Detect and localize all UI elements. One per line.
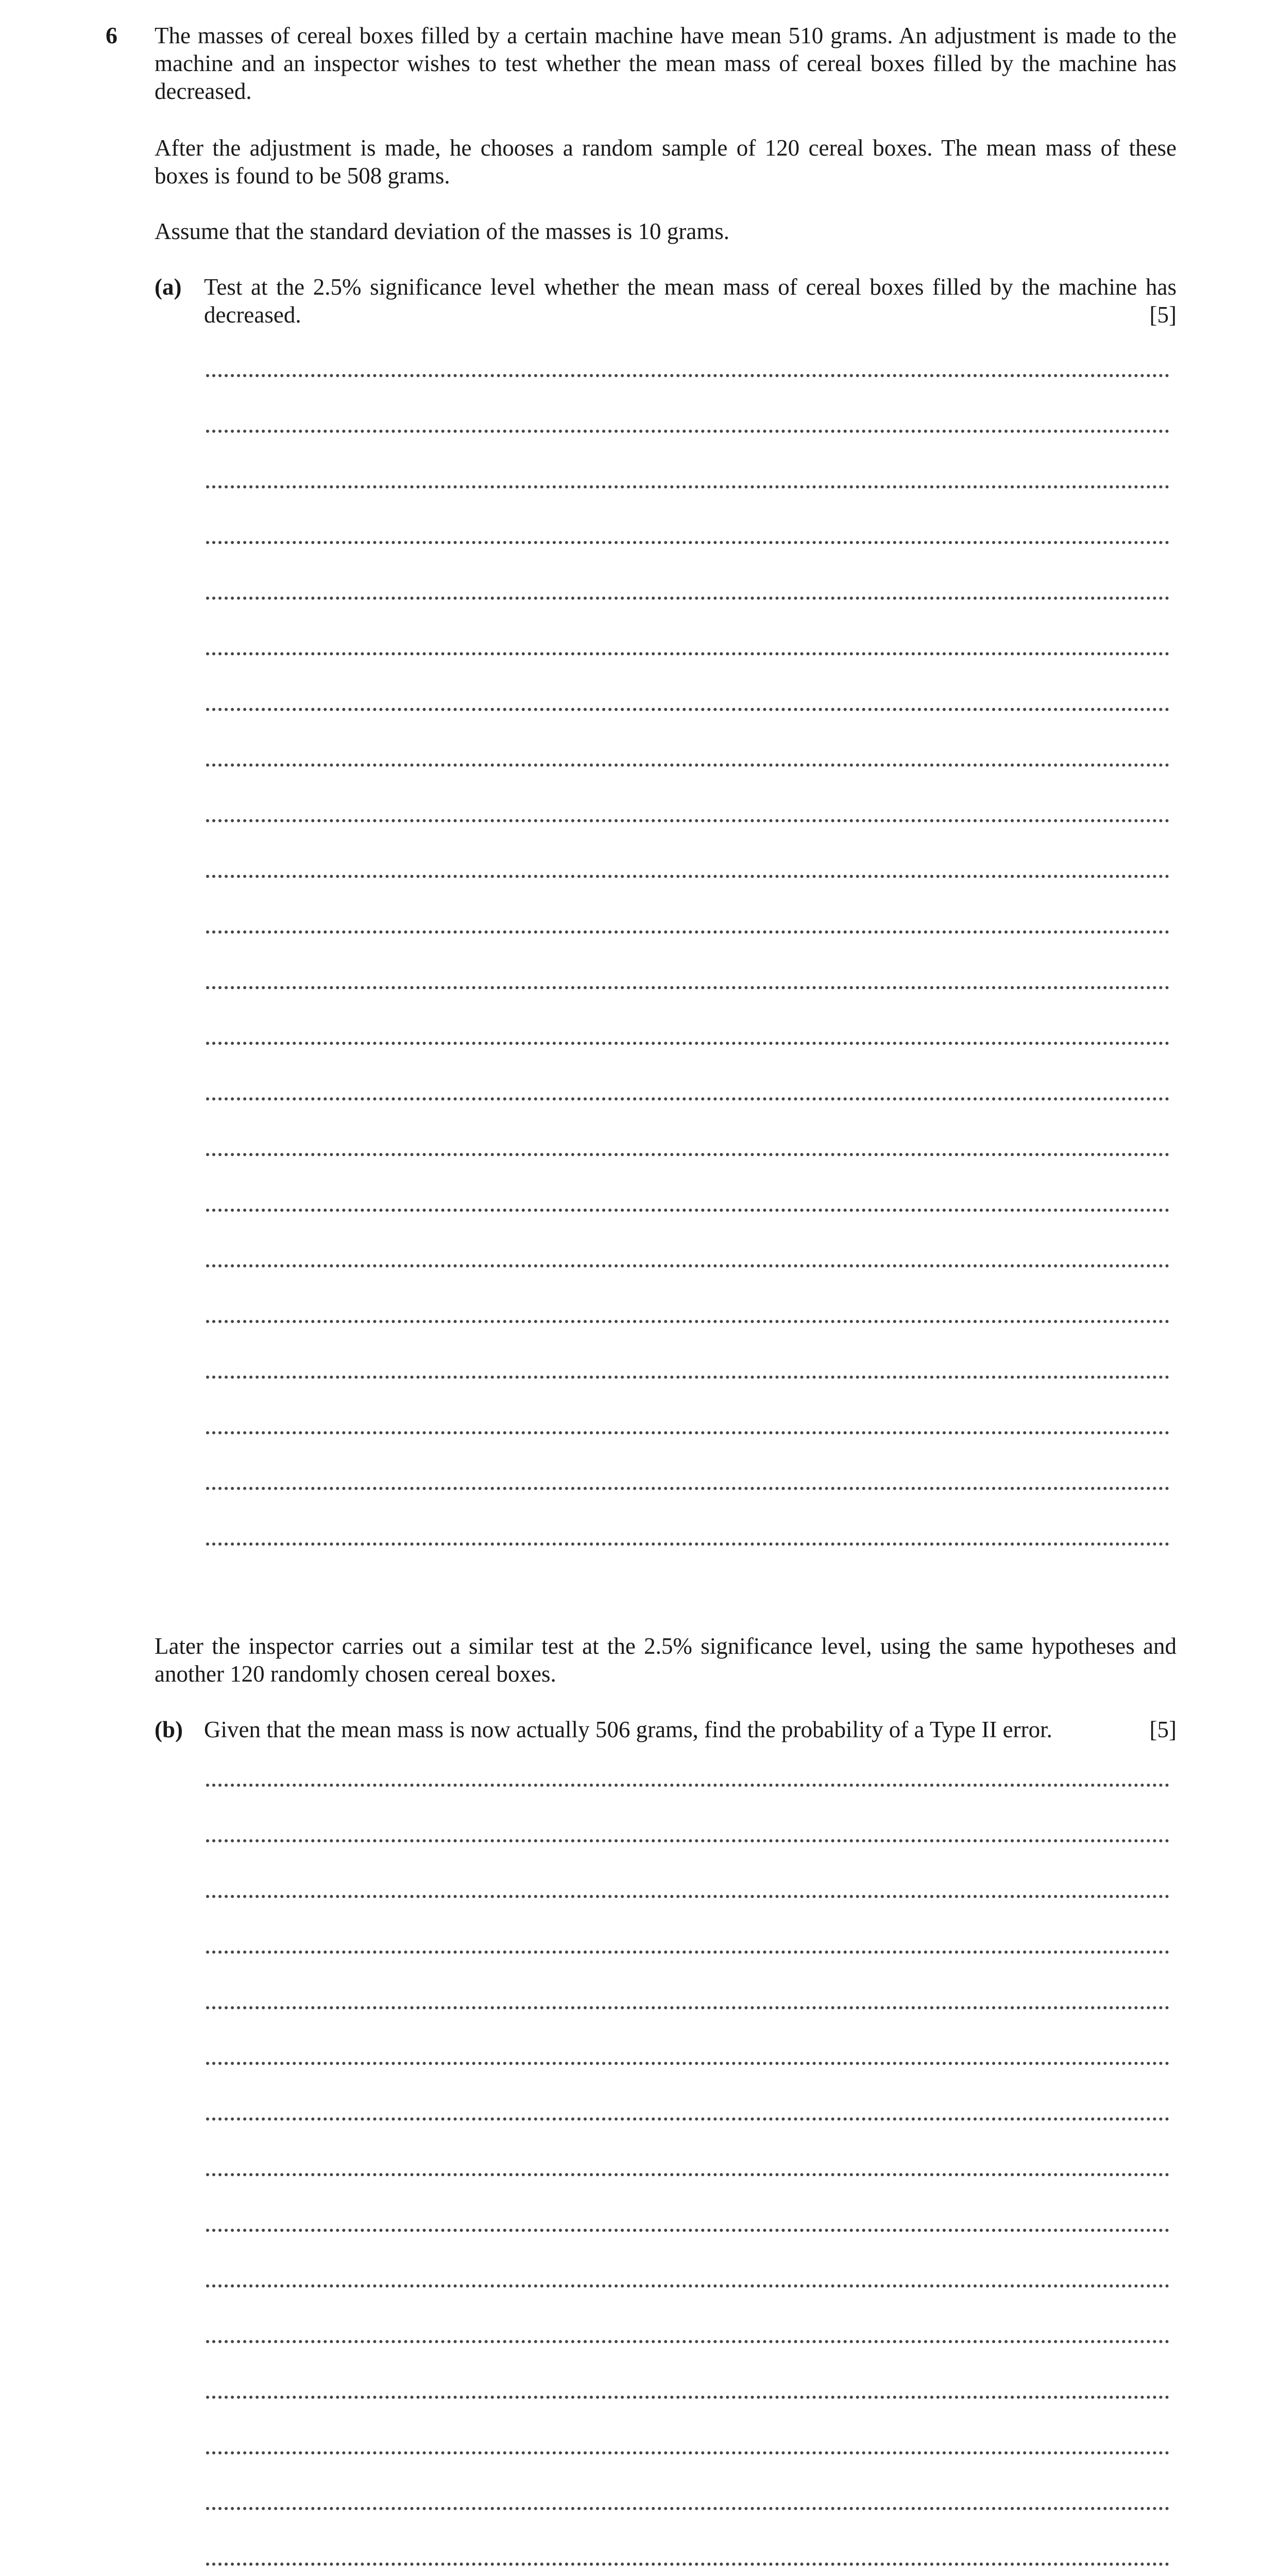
answer-line[interactable] bbox=[206, 1379, 1169, 1434]
answer-line[interactable] bbox=[206, 1954, 1169, 2009]
part-b-marks: [5] bbox=[1149, 1717, 1177, 1742]
answer-line[interactable] bbox=[206, 2232, 1169, 2287]
answer-line[interactable] bbox=[206, 1842, 1169, 1898]
part-b-question-text bbox=[204, 1716, 1116, 1743]
answer-line[interactable] bbox=[206, 2009, 1169, 2065]
answer-line[interactable] bbox=[206, 2343, 1169, 2399]
answer-line[interactable] bbox=[206, 2176, 1169, 2232]
answer-line[interactable] bbox=[206, 1212, 1169, 1267]
answer-line[interactable] bbox=[206, 544, 1169, 600]
answer-line[interactable] bbox=[206, 655, 1169, 711]
part-a-marks: [5] bbox=[1149, 302, 1177, 328]
question-intro-paragraph-3: Assume that the standard deviation of the masses is 10 grams. bbox=[155, 218, 730, 244]
answer-line[interactable] bbox=[206, 711, 1169, 767]
part-a-label: (a) bbox=[155, 274, 182, 300]
answer-line[interactable] bbox=[206, 989, 1169, 1045]
part-a-question-text bbox=[204, 273, 1177, 329]
between-parts-paragraph: Later the inspector carries out a similar test at the 2.5% significance level, using the same hypotheses and another 120 randomly chosen cereal boxes. bbox=[155, 1633, 1177, 1687]
answer-line[interactable] bbox=[206, 1100, 1169, 1156]
answer-line[interactable] bbox=[206, 934, 1169, 989]
answer-line[interactable] bbox=[206, 2566, 1169, 2576]
answer-line[interactable] bbox=[206, 2287, 1169, 2343]
answer-line[interactable] bbox=[206, 1898, 1169, 1954]
question-intro-paragraph-1: The masses of cereal boxes filled by a certain machine have mean 510 grams. An adjustment is made to the machine and an inspector wishes to test whether the mean mass of cereal boxes filled by the machine has decreased. bbox=[155, 23, 1177, 104]
answer-line[interactable] bbox=[206, 1490, 1169, 1546]
question-intro-paragraph-2: After the adjustment is made, he chooses a random sample of 120 cereal boxes. The mean mass of these boxes is found to be 508 grams. bbox=[155, 135, 1177, 189]
answer-line[interactable] bbox=[206, 600, 1169, 655]
question-number: 6 bbox=[106, 22, 117, 48]
answer-line[interactable] bbox=[206, 1267, 1169, 1323]
answer-line[interactable] bbox=[206, 822, 1169, 878]
part-a-text: Test at the 2.5% significance level whether the mean mass of cereal boxes filled by the machine has decreased. bbox=[204, 274, 1177, 328]
answer-line[interactable] bbox=[206, 2121, 1169, 2176]
answer-line[interactable] bbox=[206, 1434, 1169, 1490]
answer-line[interactable] bbox=[206, 2065, 1169, 2121]
answer-line[interactable] bbox=[206, 1787, 1169, 1842]
part-b-label: (b) bbox=[155, 1717, 183, 1742]
answer-line[interactable] bbox=[206, 767, 1169, 822]
answer-line[interactable] bbox=[206, 488, 1169, 544]
answer-line[interactable] bbox=[206, 1045, 1169, 1100]
part-b-text: Given that the mean mass is now actually 506 grams, find the probability of a Type II error. bbox=[204, 1717, 1052, 1742]
answer-line[interactable] bbox=[206, 433, 1169, 488]
answer-line[interactable] bbox=[206, 2454, 1169, 2510]
answer-line[interactable] bbox=[206, 878, 1169, 934]
part-b-answer-area[interactable] bbox=[206, 1787, 1169, 2576]
part-a-answer-area[interactable] bbox=[206, 377, 1169, 1546]
answer-line[interactable] bbox=[206, 377, 1169, 433]
answer-line[interactable] bbox=[206, 2510, 1169, 2566]
answer-line[interactable] bbox=[206, 1156, 1169, 1212]
answer-line[interactable] bbox=[206, 2399, 1169, 2454]
answer-line[interactable] bbox=[206, 1323, 1169, 1379]
